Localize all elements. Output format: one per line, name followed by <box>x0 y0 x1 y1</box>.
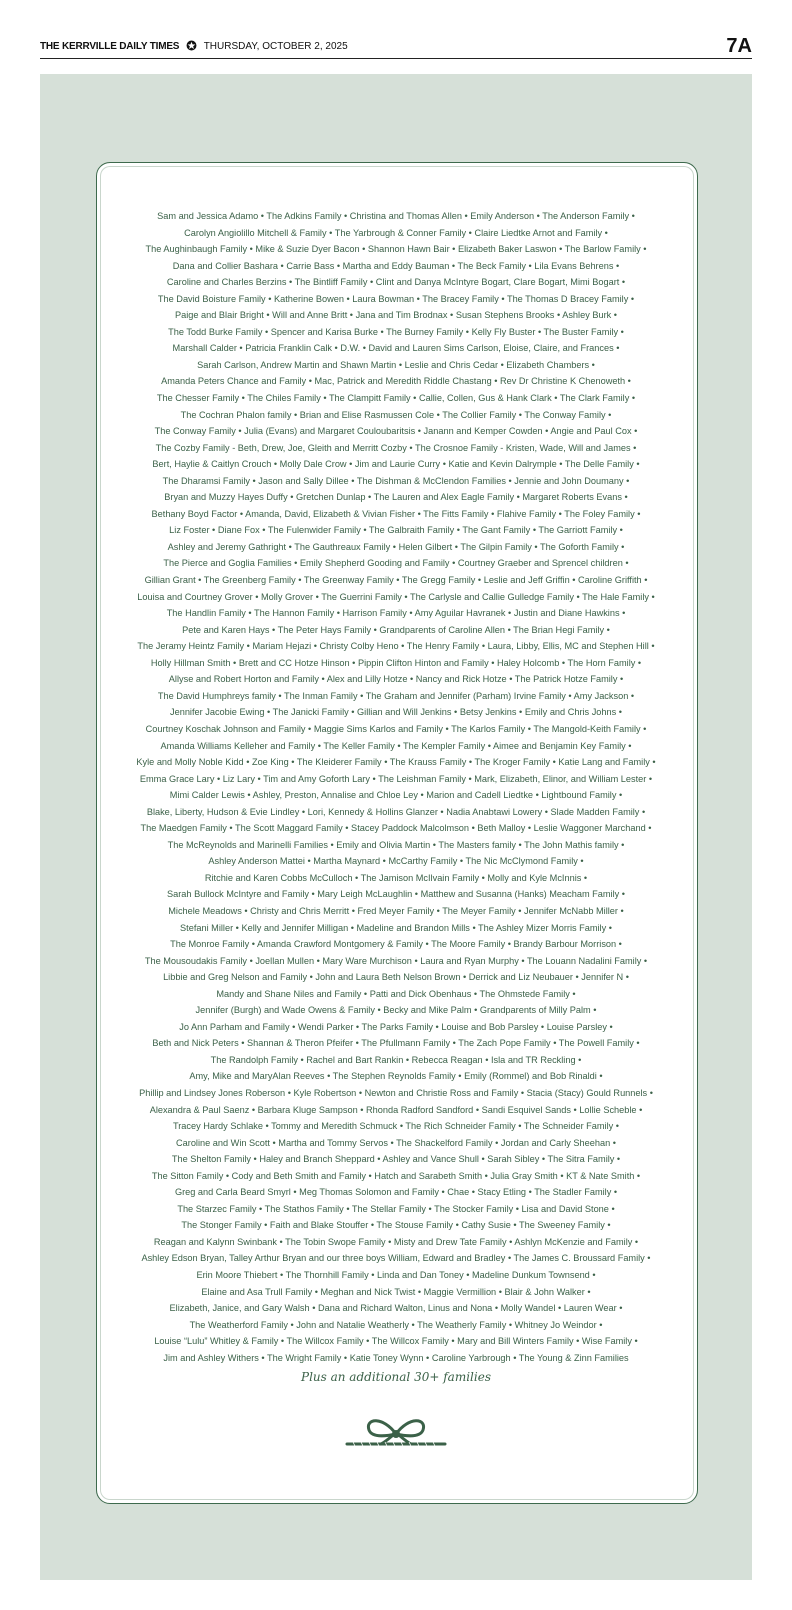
masthead-left <box>40 40 348 54</box>
name-line: Louisa and Courtney Grover • Molly Grover • The Guerrini Family • The Carlysle and Callie Gulledge Family • The Hale Family • <box>137 591 655 602</box>
name-line: The Monroe Family • Amanda Crawford Montgomery & Family • The Moore Family • Brandy Barbour Morrison • <box>170 939 622 950</box>
name-line: Amanda Peters Chance and Family • Mac, Patrick and Meredith Riddle Chastang • Rev Dr Christine K Chenoweth • <box>161 376 631 387</box>
name-line: Dana and Collier Bashara • Carrie Bass • Martha and Eddy Bauman • The Beck Family • Lila Evans Behrens • <box>172 260 620 271</box>
name-line: Elizabeth, Janice, and Gary Walsh • Dana and Richard Walton, Linus and Nona • Molly Wandel • Lauren Wear • <box>169 1303 623 1314</box>
name-line: The Sitton Family • Cody and Beth Smith and Family • Hatch and Sarabeth Smith • Julia Gray Smith • KT & Nate Smith • <box>151 1170 641 1181</box>
star-circle-icon <box>186 40 197 54</box>
name-line: The Todd Burke Family • Spencer and Karisa Burke • The Burney Family • Kelly Fly Buster • The Buster Family • <box>168 326 624 337</box>
name-line: Caroline and Win Scott • Martha and Tommy Servos • The Shackelford Family • Jordan and Carly Sheehan • <box>176 1137 616 1148</box>
name-line: Louise “Lulu” Whitley & Family • The Willcox Family • The Willcox Family • Mary and Bill Winters Family • Wise Family • <box>154 1336 638 1347</box>
name-line: Kyle and Molly Noble Kidd • Zoe King • The Kleiderer Family • The Krauss Family • The Kroger Family • Katie Lang and Family • <box>136 757 656 768</box>
name-line: Sarah Bullock McIntyre and Family • Mary Leigh McLaughlin • Matthew and Susanna (Hanks) Meacham Family • <box>167 889 625 900</box>
name-line: Stefani Miller • Kelly and Jennifer Milligan • Madeline and Brandon Mills • The Ashley Mizer Morris Family • <box>180 922 612 933</box>
name-line: The Shelton Family • Haley and Branch Sheppard • Ashley and Vance Shull • Sarah Sibley • The Sitra Family • <box>171 1154 621 1165</box>
name-line: Jo Ann Parham and Family • Wendi Parker • The Parks Family • Louise and Bob Parsley • Louise Parsley • <box>179 1021 613 1032</box>
name-line: Bert, Haylie & Caitlyn Crouch • Molly Dale Crow • Jim and Laurie Curry • Katie and Kevin Dalrymple • The Delle Family • <box>152 459 640 470</box>
name-line: The Randolph Family • Rachel and Bart Rankin • Rebecca Reagan • Isla and TR Reckling • <box>210 1054 582 1065</box>
name-line: The Handlin Family • The Hannon Family • Harrison Family • Amy Aguilar Havranek • Justin and Diane Hawkins • <box>166 608 626 619</box>
name-line: Jennifer Jacobie Ewing • The Janicki Family • Gillian and Will Jenkins • Betsy Jenkins • Emily and Chris Johns • <box>170 707 622 718</box>
name-line: Ashley Edson Bryan, Talley Arthur Bryan and our three boys William, Edward and Bradley • The James C. Broussard Family • <box>141 1253 651 1264</box>
names-list <box>104 208 688 1366</box>
name-line: Bethany Boyd Factor • Amanda, David, Elizabeth & Vivian Fisher • The Fitts Family • Flahive Family • The Foley Family • <box>151 508 641 519</box>
name-line: Elaine and Asa Trull Family • Meghan and Nick Twist • Maggie Vermillion • Blair & John Walker • <box>201 1286 591 1297</box>
name-line: Bryan and Muzzy Hayes Duffy • Gretchen Dunlap • The Lauren and Alex Eagle Family • Margaret Roberts Evans • <box>164 492 628 503</box>
name-line: The Pierce and Goglia Families • Emily Shepherd Gooding and Family • Courtney Graeber and Sprencel children • <box>163 558 629 569</box>
name-line: The Chesser Family • The Chiles Family • The Clampitt Family • Callie, Collen, Gus & Hank Clark • The Clark Family • <box>156 393 636 404</box>
name-line: Alexandra & Paul Saenz • Barbara Kluge Sampson • Rhonda Radford Sandford • Sandi Esquivel Sands • Lollie Scheble • <box>149 1104 643 1115</box>
rope-bow-icon <box>343 1412 449 1452</box>
name-line: Caroline and Charles Berzins • The Bintliff Family • Clint and Danya McIntyre Bogart, Clare Bogart, Mimi Bogart • <box>166 277 626 288</box>
name-line: Reagan and Kalynn Swinbank • The Tobin Swope Family • Misty and Drew Tate Family • Ashlyn McKenzie and Family • <box>153 1236 639 1247</box>
name-line: Amy, Mike and MaryAlan Reeves • The Stephen Reynolds Family • Emily (Rommel) and Bob Rinaldi • <box>189 1071 603 1082</box>
name-line: Marshall Calder • Patricia Franklin Calk • D.W. • David and Lauren Sims Carlson, Eloise, Claire, and Frances • <box>172 343 620 354</box>
name-line: Jim and Ashley Withers • The Wright Family • Katie Toney Wynn • Caroline Yarbrough • The Young & Zinn Families <box>163 1352 629 1363</box>
paper-name: THE KERRVILLE DAILY TIMES <box>40 41 180 52</box>
name-line: The Dharamsi Family • Jason and Sally Dillee • The Dishman & McClendon Families • Jennie and John Doumany • <box>162 475 630 486</box>
name-line: The Cozby Family - Beth, Drew, Joe, Gleith and Merritt Cozby • The Crosnoe Family - Kristen, Wade, Will and James • <box>155 442 637 453</box>
name-line: The Mousoudakis Family • Joellan Mullen • Mary Ware Murchison • Laura and Ryan Murphy • The Louann Nadalini Family • <box>144 955 648 966</box>
name-line: Pete and Karen Hays • The Peter Hays Family • Grandparents of Caroline Allen • The Brian Hegi Family • <box>182 624 610 635</box>
name-line: Tracey Hardy Schlake • Tommy and Meredith Schmuck • The Rich Schneider Family • The Schneider Family • <box>172 1121 620 1132</box>
masthead <box>40 36 752 59</box>
name-line: The Cochran Phalon family • Brian and Elise Rasmussen Cole • The Collier Family • The Conway Family • <box>180 409 612 420</box>
name-line: The Weatherford Family • John and Natalie Weatherly • The Weatherly Family • Whitney Jo Weindor • <box>189 1319 603 1330</box>
name-line: Phillip and Lindsey Jones Roberson • Kyle Robertson • Newton and Christie Ross and Family • Stacia (Stacy) Gould Runnels • <box>139 1087 653 1098</box>
name-line: Greg and Carla Beard Smyrl • Meg Thomas Solomon and Family • Chae • Stacy Etling • The Stadler Family • <box>174 1187 618 1198</box>
name-line: Ashley and Jeremy Gathright • The Gauthreaux Family • Helen Gilbert • The Gilpin Family • The Goforth Family • <box>167 541 625 552</box>
name-line: Jennifer (Burgh) and Wade Owens & Family • Becky and Mike Palm • Grandparents of Milly Palm • <box>195 1005 597 1016</box>
name-line: Emma Grace Lary • Liz Lary • Tim and Amy Goforth Lary • The Leishman Family • Mark, Elizabeth, Elinor, and William Lester • <box>139 773 653 784</box>
name-line: The Jeramy Heintz Family • Mariam Hejazi • Christy Colby Heno • The Henry Family • Laura, Libby, Ellis, MC and Stephen Hill • <box>137 641 655 652</box>
name-line: The McReynolds and Marinelli Families • Emily and Olivia Martin • The Masters family • The John Mathis family • <box>167 839 625 850</box>
name-line: Holly Hillman Smith • Brett and CC Hotze Hinson • Pippin Clifton Hinton and Family • Haley Holcomb • The Horn Family • <box>150 657 642 668</box>
name-line: Carolyn Angiolillo Mitchell & Family • The Yarbrough & Conner Family • Claire Liedtke Arnot and Family • <box>184 227 608 238</box>
name-line: Paige and Blair Bright • Will and Anne Britt • Jana and Tim Brodnax • Susan Stephens Brooks • Ashley Burk • <box>175 310 617 321</box>
name-line: Sam and Jessica Adamo • The Adkins Family • Christina and Thomas Allen • Emily Anderson • The Anderson Family • <box>157 211 635 221</box>
name-line: The Maedgen Family • The Scott Maggard Family • Stacey Paddock Malcolmson • Beth Malloy • Leslie Waggoner Marchand • <box>140 823 652 834</box>
closing-note: Plus an additional 30+ families <box>301 1370 491 1384</box>
name-line: The David Humphreys family • The Inman Family • The Graham and Jennifer (Parham) Irvine Family • Amy Jackson • <box>157 690 635 701</box>
page-number: 7A <box>726 35 752 57</box>
name-line: Ritchie and Karen Cobbs McCulloch • The Jamison McIlvain Family • Molly and Kyle McInnis • <box>204 872 588 883</box>
name-line: Beth and Nick Peters • Shannan & Theron Pfeifer • The Pfullmann Family • The Zach Pope Family • The Powell Family • <box>152 1038 640 1049</box>
name-line: Erin Moore Thiebert • The Thornhill Family • Linda and Dan Toney • Madeline Dunkum Townsend • <box>196 1270 596 1280</box>
name-line: The Aughinbaugh Family • Mike & Suzie Dyer Bacon • Shannon Hawn Bair • Elizabeth Baker Laswon • The Barlow Family • <box>145 244 647 255</box>
name-line: Michele Meadows • Christy and Chris Merritt • Fred Meyer Family • The Meyer Family • Jennifer McNabb Miller • <box>168 905 624 916</box>
name-line: Libbie and Greg Nelson and Family • John and Laura Beth Nelson Brown • Derrick and Liz Neubauer • Jennifer N • <box>163 972 629 983</box>
name-line: Blake, Liberty, Hudson & Evie Lindley • Lori, Kennedy & Hollins Glanzer • Nadia Anabtawi Lowery • Slade Madden Family • <box>146 806 646 817</box>
name-line: The Stonger Family • Faith and Blake Stouffer • The Stouse Family • Cathy Susie • The Sweeney Family • <box>181 1220 611 1231</box>
name-line: Amanda Williams Kelleher and Family • The Keller Family • The Kempler Family • Aimee and Benjamin Key Family • <box>160 740 632 751</box>
name-line: Allyse and Robert Horton and Family • Alex and Lilly Hotze • Nancy and Rick Hotze • The Patrick Hotze Family • <box>168 674 624 685</box>
name-line: Ashley Anderson Mattei • Martha Maynard • McCarthy Family • The Nic McClymond Family • <box>208 856 584 867</box>
name-line: Courtney Koschak Johnson and Family • Maggie Sims Karlos and Family • The Karlos Family • The Mangold-Keith Family • <box>145 723 647 734</box>
name-line: The Starzec Family • The Stathos Family • The Stellar Family • The Stocker Family • Lisa and David Stone • <box>177 1203 615 1214</box>
name-line: Liz Foster • Diane Fox • The Fulenwider Family • The Galbraith Family • The Gant Family • The Garriott Family • <box>169 525 623 536</box>
name-line: Sarah Carlson, Andrew Martin and Shawn Martin • Leslie and Chris Cedar • Elizabeth Chambers • <box>197 359 595 370</box>
name-line: Mimi Calder Lewis • Ashley, Preston, Annalise and Chloe Ley • Marion and Cadell Liedtke • Lightbound Family • <box>169 790 623 801</box>
issue-date: THURSDAY, OCTOBER 2, 2025 <box>203 41 348 52</box>
name-line: Gillian Grant • The Greenberg Family • The Greenway Family • The Gregg Family • Leslie and Jeff Griffin • Caroline Griffith • <box>144 575 648 586</box>
name-line: The David Boisture Family • Katherine Bowen • Laura Bowman • The Bracey Family • The Thomas D Bracey Family • <box>157 293 635 304</box>
name-line: The Conway Family • Julia (Evans) and Margaret Couloubaritsis • Janann and Kemper Cowden • Angie and Paul Cox • <box>154 426 638 437</box>
name-line: Mandy and Shane Niles and Family • Patti and Dick Obenhaus • The Ohmstede Family • <box>216 988 576 999</box>
